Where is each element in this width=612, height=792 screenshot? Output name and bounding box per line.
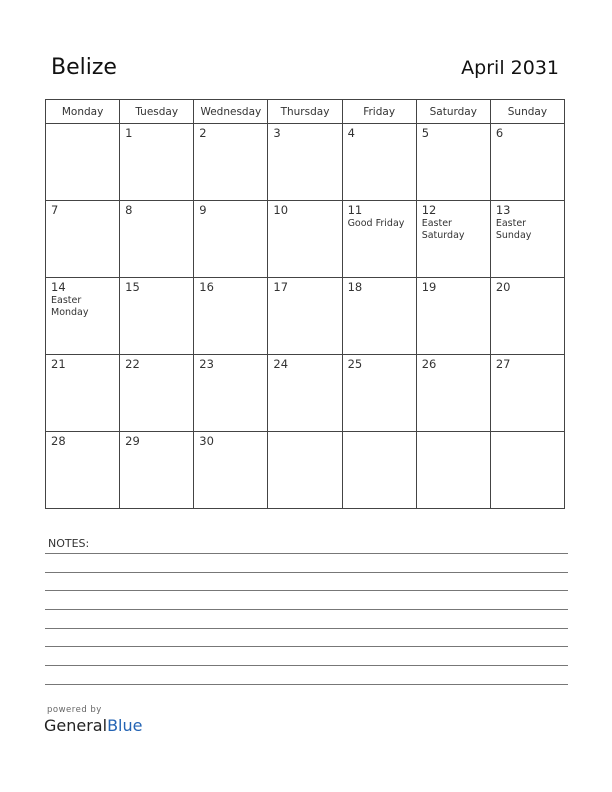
day-number: 11 [347, 203, 363, 217]
day-number: 16 [199, 280, 214, 294]
day-number: 5 [421, 126, 430, 140]
week-row [46, 355, 565, 432]
day-number: 6 [495, 126, 504, 140]
day-cell [268, 432, 342, 509]
holiday-label: Good Friday [347, 218, 405, 229]
day-number: 25 [347, 357, 363, 371]
weekday-header: Wednesday [194, 100, 268, 124]
day-cell [120, 432, 194, 509]
day-cell [194, 124, 268, 201]
calendar-grid [45, 99, 565, 509]
day-cell [416, 201, 490, 278]
day-cell [120, 201, 194, 278]
weekday-header: Thursday [268, 100, 342, 124]
day-cell [342, 201, 416, 278]
day-number: 4 [347, 126, 355, 140]
day-cell [416, 432, 490, 509]
day-cell [342, 355, 416, 432]
generalblue-logo[interactable] [44, 716, 142, 735]
holiday-label: Easter Saturday [421, 218, 465, 241]
day-cell [490, 124, 564, 201]
brand-blue: Blue [107, 716, 143, 735]
weekday-header: Tuesday [120, 100, 194, 124]
day-number: 28 [51, 434, 66, 448]
holiday-label: Easter Monday [51, 295, 89, 318]
day-number: 17 [273, 280, 289, 294]
powered-by-text: powered by [47, 705, 102, 715]
day-cell [46, 355, 120, 432]
brand-general: General [44, 716, 108, 735]
weekday-header: Monday [46, 100, 120, 124]
holiday-label: Easter Sunday [495, 218, 532, 241]
week-row [46, 278, 565, 355]
weekday-header: Saturday [416, 100, 490, 124]
day-number: 1 [125, 126, 133, 140]
day-number: 24 [273, 357, 289, 371]
day-number: 3 [273, 126, 281, 140]
day-number: 14 [51, 280, 66, 294]
day-number: 9 [199, 203, 207, 217]
day-cell [46, 124, 120, 201]
day-number: 10 [273, 203, 289, 217]
day-number: 29 [125, 434, 140, 448]
week-row [46, 432, 565, 509]
day-number: 19 [421, 280, 437, 294]
notes-line [45, 646, 568, 647]
day-number: 12 [421, 203, 437, 217]
notes-line [45, 684, 568, 685]
day-number: 30 [199, 434, 214, 448]
day-number: 15 [125, 280, 140, 294]
notes-line [45, 609, 568, 610]
day-cell [490, 201, 564, 278]
day-cell [268, 355, 342, 432]
day-cell [342, 432, 416, 509]
day-number: 23 [199, 357, 214, 371]
day-number: 13 [495, 203, 511, 217]
weekday-header: Sunday [490, 100, 564, 124]
day-cell [416, 278, 490, 355]
weekday-header: Friday [342, 100, 416, 124]
day-cell [490, 355, 564, 432]
day-number: 27 [495, 357, 511, 371]
day-cell [342, 124, 416, 201]
day-number: 26 [421, 357, 437, 371]
day-number: 22 [125, 357, 140, 371]
notes-line [45, 553, 568, 554]
day-cell [46, 201, 120, 278]
day-number: 18 [347, 280, 363, 294]
day-cell [268, 124, 342, 201]
day-cell [268, 201, 342, 278]
notes-line [45, 572, 568, 573]
month-year-title: April 2031 [461, 57, 559, 79]
day-cell [490, 432, 564, 509]
day-cell [268, 278, 342, 355]
week-row [46, 124, 565, 201]
day-cell [46, 278, 120, 355]
day-number: 21 [51, 357, 66, 371]
notes-line [45, 590, 568, 591]
day-cell [342, 278, 416, 355]
day-cell [120, 124, 194, 201]
day-cell [490, 278, 564, 355]
notes-label: NOTES: [48, 537, 90, 550]
day-cell [46, 432, 120, 509]
day-cell [416, 124, 490, 201]
day-cell [416, 355, 490, 432]
day-cell [194, 355, 268, 432]
day-cell [194, 201, 268, 278]
day-cell [194, 278, 268, 355]
weekday-header-row [46, 100, 565, 124]
day-cell [194, 432, 268, 509]
day-number: 2 [199, 126, 207, 140]
day-number: 8 [125, 203, 133, 217]
week-row [46, 201, 565, 278]
day-number: 7 [51, 203, 59, 217]
day-cell [120, 278, 194, 355]
country-title: Belize [51, 55, 117, 80]
day-cell [120, 355, 194, 432]
day-number: 20 [495, 280, 511, 294]
notes-line [45, 628, 568, 629]
notes-line [45, 665, 568, 666]
